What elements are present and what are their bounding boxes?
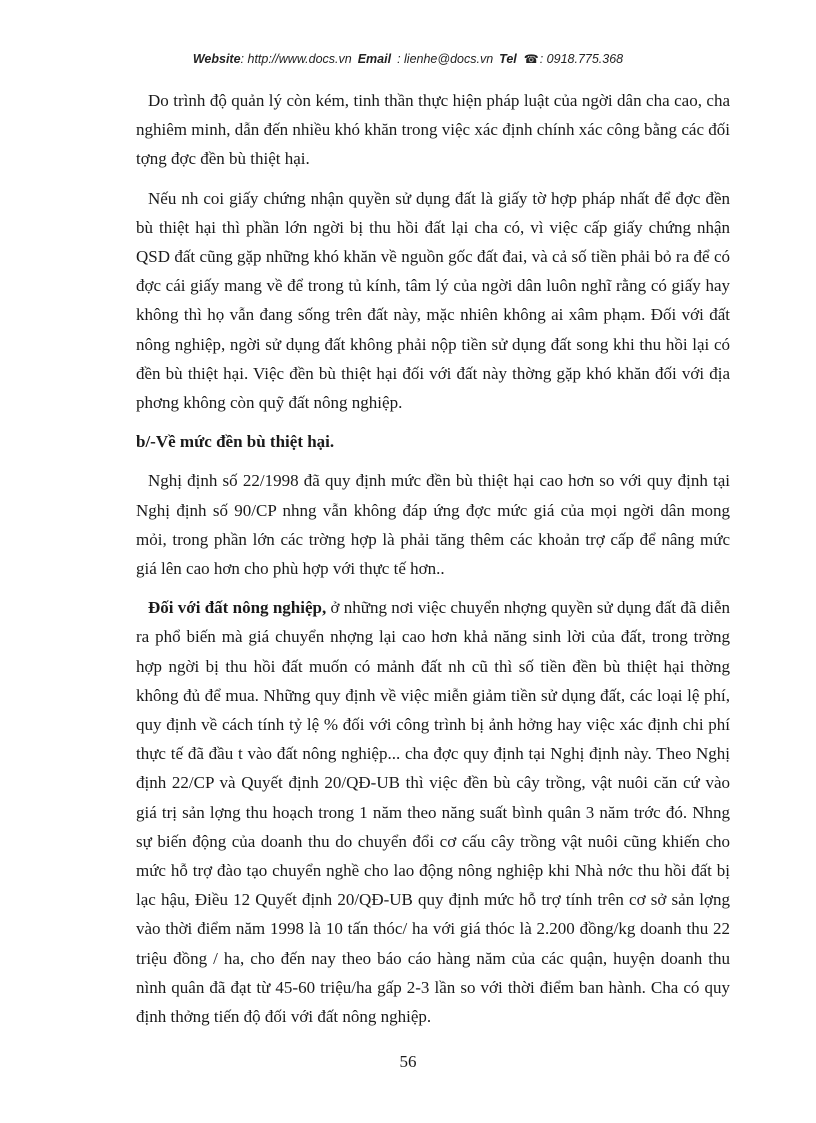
tel-value: : 0918.775.368 xyxy=(539,52,624,66)
document-body xyxy=(136,86,730,1031)
email-label: Email xyxy=(357,52,392,66)
page-number: 56 xyxy=(399,1052,417,1071)
phone-icon: ☎ xyxy=(523,52,539,66)
website-value: : http://www.docs.vn xyxy=(240,52,352,66)
tel-label: Tel xyxy=(499,52,517,66)
paragraph-1: Do trình độ quản lý còn kém, tinh thần thực hiện pháp luật của ngời dân cha cao, cha nghiêm minh, dẫn đến nhiều khó khăn trong việc xác định chính xác công bằng các đối tợng đợc đền bù thiệt hại. xyxy=(136,91,730,169)
paragraph-3: Nghị định số 22/1998 đã quy định mức đền bù thiệt hại cao hơn so với quy định tại Nghị định số 90/CP nhng vẫn không đáp ứng đợc mức giá của mọi ngời dân mong mỏi, trong phần lớn các trờng hợp là phải tăng thêm các khoản trợ cấp để nâng mức giá lên cao hơn cho phù hợp với thực tế hơn.. xyxy=(136,471,730,579)
page-header xyxy=(0,52,816,66)
paragraph-2: Nếu nh coi giấy chứng nhận quyền sử dụng đất là giấy tờ hợp pháp nhất để đợc đền bù thiệt hại thì phần lớn ngời bị thu hồi đất lại cha có, vì việc cấp giấy chứng nhận QSD đất cũng gặp những khó khăn về nguồn gốc đất đai, và cả số tiền phải bỏ ra để có đợc cái giấy mang về để trong tủ kính, tâm lý của ngời dân luôn nghĩ rằng có giấy hay không thì họ vẫn đang sống trên đất này, mặc nhiên không ai xâm phạm. Đối với đất nông nghiệp, ngời sử dụng đất không phải nộp tiền sử dụng đất song khi thu hồi lại có đền bù thiệt hại. Việc đền bù thiệt hại đối với đất này thờng gặp khó khăn đối với địa phơng không còn quỹ đất nông nghiệp. xyxy=(136,188,730,413)
email-value: : lienhe@docs.vn xyxy=(397,52,494,66)
paragraph-4-body: ở những nơi việc chuyển nhợng quyền sử dụng đất đã diễn ra phổ biến mà giá chuyển nhợng lại cao hơn khả năng sinh lời của đất, trong trờng hợp ngời bị thu hồi đất muốn có mảnh đất nh cũ thì số tiền đền bù thiệt hại thờng không đủ để mua. Những quy định về việc miễn giảm tiền sử dụng đất, các loại lệ phí, quy định về cách tính tỷ lệ % đối với công trình bị ảnh hởng hay việc xác định chi phí thực tế đã đầu t vào đất nông nghiệp... cha đợc quy định tại Nghị định này. Theo Nghị định 22/CP và Quyết định 20/QĐ-UB thì việc đền bù cây trồng, vật nuôi căn cứ vào giá trị sản lợng thu hoạch trong 1 năm theo năng suất bình quân 3 năm trớc đó. Nhng sự biến động của doanh thu do chuyển đổi cơ cấu cây trồng vật nuôi cũng khiến cho mức hỗ trợ đào tạo chuyển nghề cho lao động nông nghiệp khi Nhà nớc thu hồi đất bị lạc hậu, Điều 12 Quyết định 20/QĐ-UB quy định mức hỗ trợ tính trên cơ sở sản lợng vào thời điểm năm 1998 là 10 tấn thóc/ ha với giá thóc là 2.200 đồng/kg doanh thu 22 triệu đồng / ha, cho đến nay theo báo cáo hàng năm của các quận, huyện doanh thu nình quân đã đạt từ 45-60 triệu/ha gấp 2-3 lần so với thời điểm ban hành. Cha có quy định thởng tiến độ đối với đất nông nghiệp. xyxy=(136,598,730,1027)
section-subheading: b/-Về mức đền bù thiệt hại. xyxy=(136,432,335,452)
website-label: Website xyxy=(192,52,241,66)
paragraph-4 xyxy=(136,593,730,1031)
paragraph-4-lead: Đối với đất nông nghiệp, xyxy=(148,598,327,618)
